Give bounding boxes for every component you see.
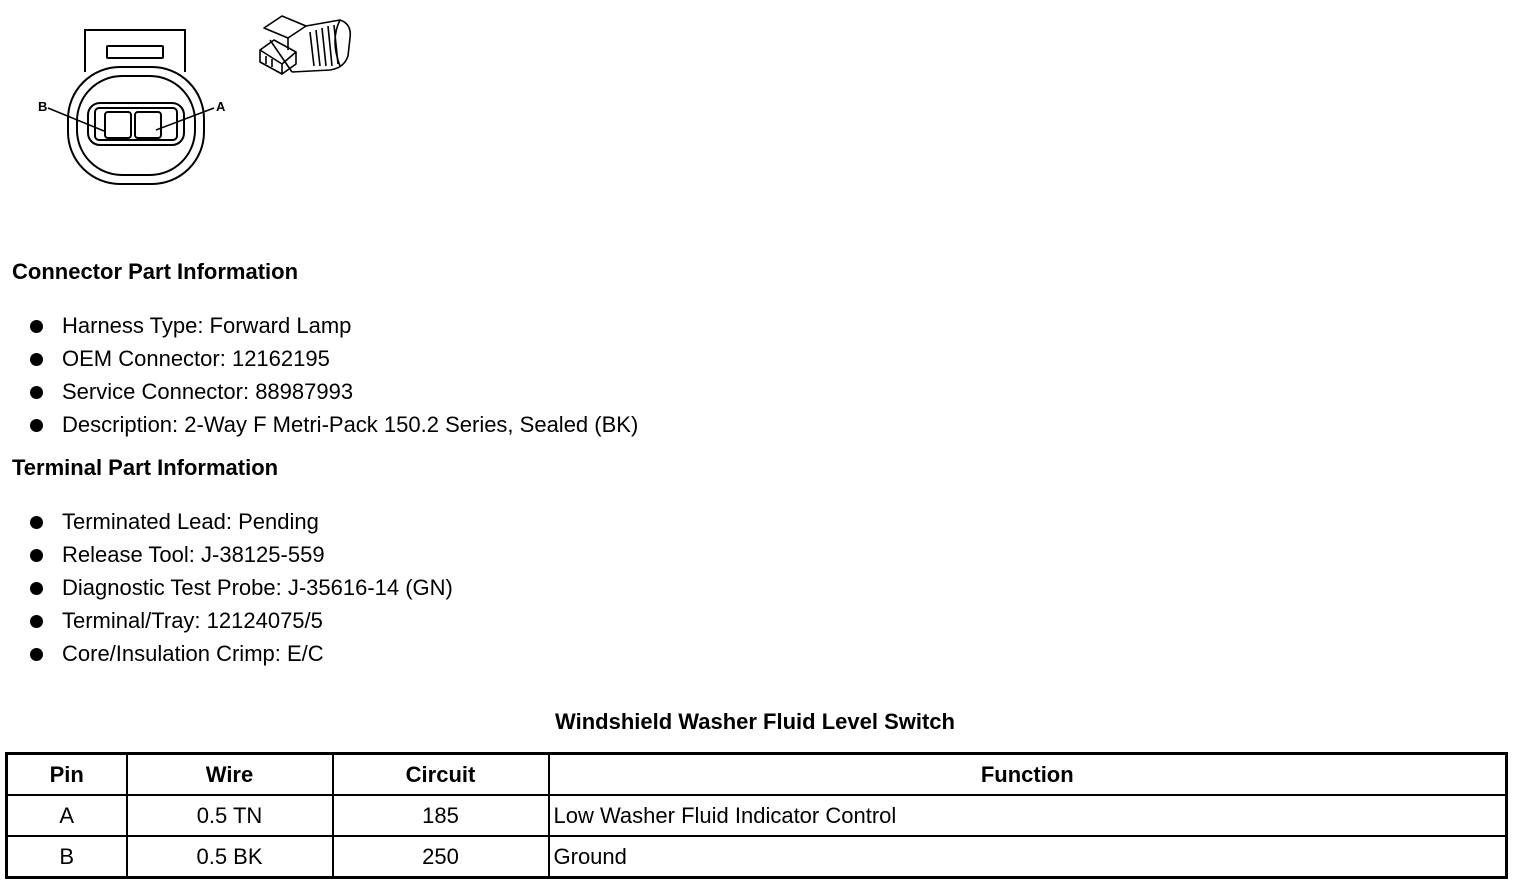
column-header-function: Function (549, 754, 1507, 796)
list-item-text: Release Tool: J-38125-559 (62, 542, 325, 567)
list-item (0, 344, 638, 377)
table-row (7, 836, 1507, 878)
bullet-icon (30, 320, 43, 333)
pinout-table-title: Windshield Washer Fluid Level Switch (555, 709, 955, 734)
terminal-part-info-list (0, 507, 453, 672)
list-item (0, 507, 453, 540)
list-item (0, 311, 638, 344)
pin-b-label: B (38, 99, 48, 114)
pin-cell: A (7, 795, 127, 836)
list-item-text: Harness Type: Forward Lamp (62, 313, 352, 338)
list-item-text: Description: 2-Way F Metri-Pack 150.2 Series, Sealed (BK) (62, 412, 639, 437)
bullet-icon (30, 419, 43, 432)
list-item (0, 573, 453, 606)
bullet-icon (30, 648, 43, 661)
bullet-icon (30, 386, 43, 399)
bullet-icon (30, 615, 43, 628)
pin-cell: B (7, 836, 127, 878)
list-item (0, 639, 453, 672)
circuit-cell: 250 (333, 836, 549, 878)
list-item-text: Terminal/Tray: 12124075/5 (62, 608, 323, 633)
bullet-icon (30, 516, 43, 529)
bullet-icon (30, 549, 43, 562)
column-header-wire: Wire (127, 754, 333, 796)
connector-part-info-heading: Connector Part Information (12, 259, 299, 284)
table-row (7, 795, 1507, 836)
table-header-row (7, 754, 1507, 796)
list-item-text: Terminated Lead: Pending (62, 509, 319, 534)
wire-cell: 0.5 TN (127, 795, 333, 836)
list-item-text: OEM Connector: 12162195 (62, 346, 330, 371)
wire-cell: 0.5 BK (127, 836, 333, 878)
connector-face-diagram (30, 22, 240, 192)
terminal-part-info-heading: Terminal Part Information (12, 455, 279, 480)
circuit-cell: 185 (333, 795, 549, 836)
list-item-text: Diagnostic Test Probe: J-35616-14 (GN) (62, 575, 453, 600)
pin-a-label: A (216, 99, 226, 114)
bullet-icon (30, 353, 43, 366)
list-item (0, 540, 453, 573)
connector-part-info-list (0, 311, 638, 443)
connector-isometric-diagram (252, 10, 356, 80)
function-cell: Ground (549, 836, 1507, 878)
bullet-icon (30, 582, 43, 595)
column-header-circuit: Circuit (333, 754, 549, 796)
list-item-text: Core/Insulation Crimp: E/C (62, 641, 324, 666)
pinout-table (5, 752, 1508, 879)
list-item (0, 606, 453, 639)
list-item (0, 377, 638, 410)
function-cell: Low Washer Fluid Indicator Control (549, 795, 1507, 836)
column-header-pin: Pin (7, 754, 127, 796)
list-item (0, 410, 638, 443)
list-item-text: Service Connector: 88987993 (62, 379, 354, 404)
